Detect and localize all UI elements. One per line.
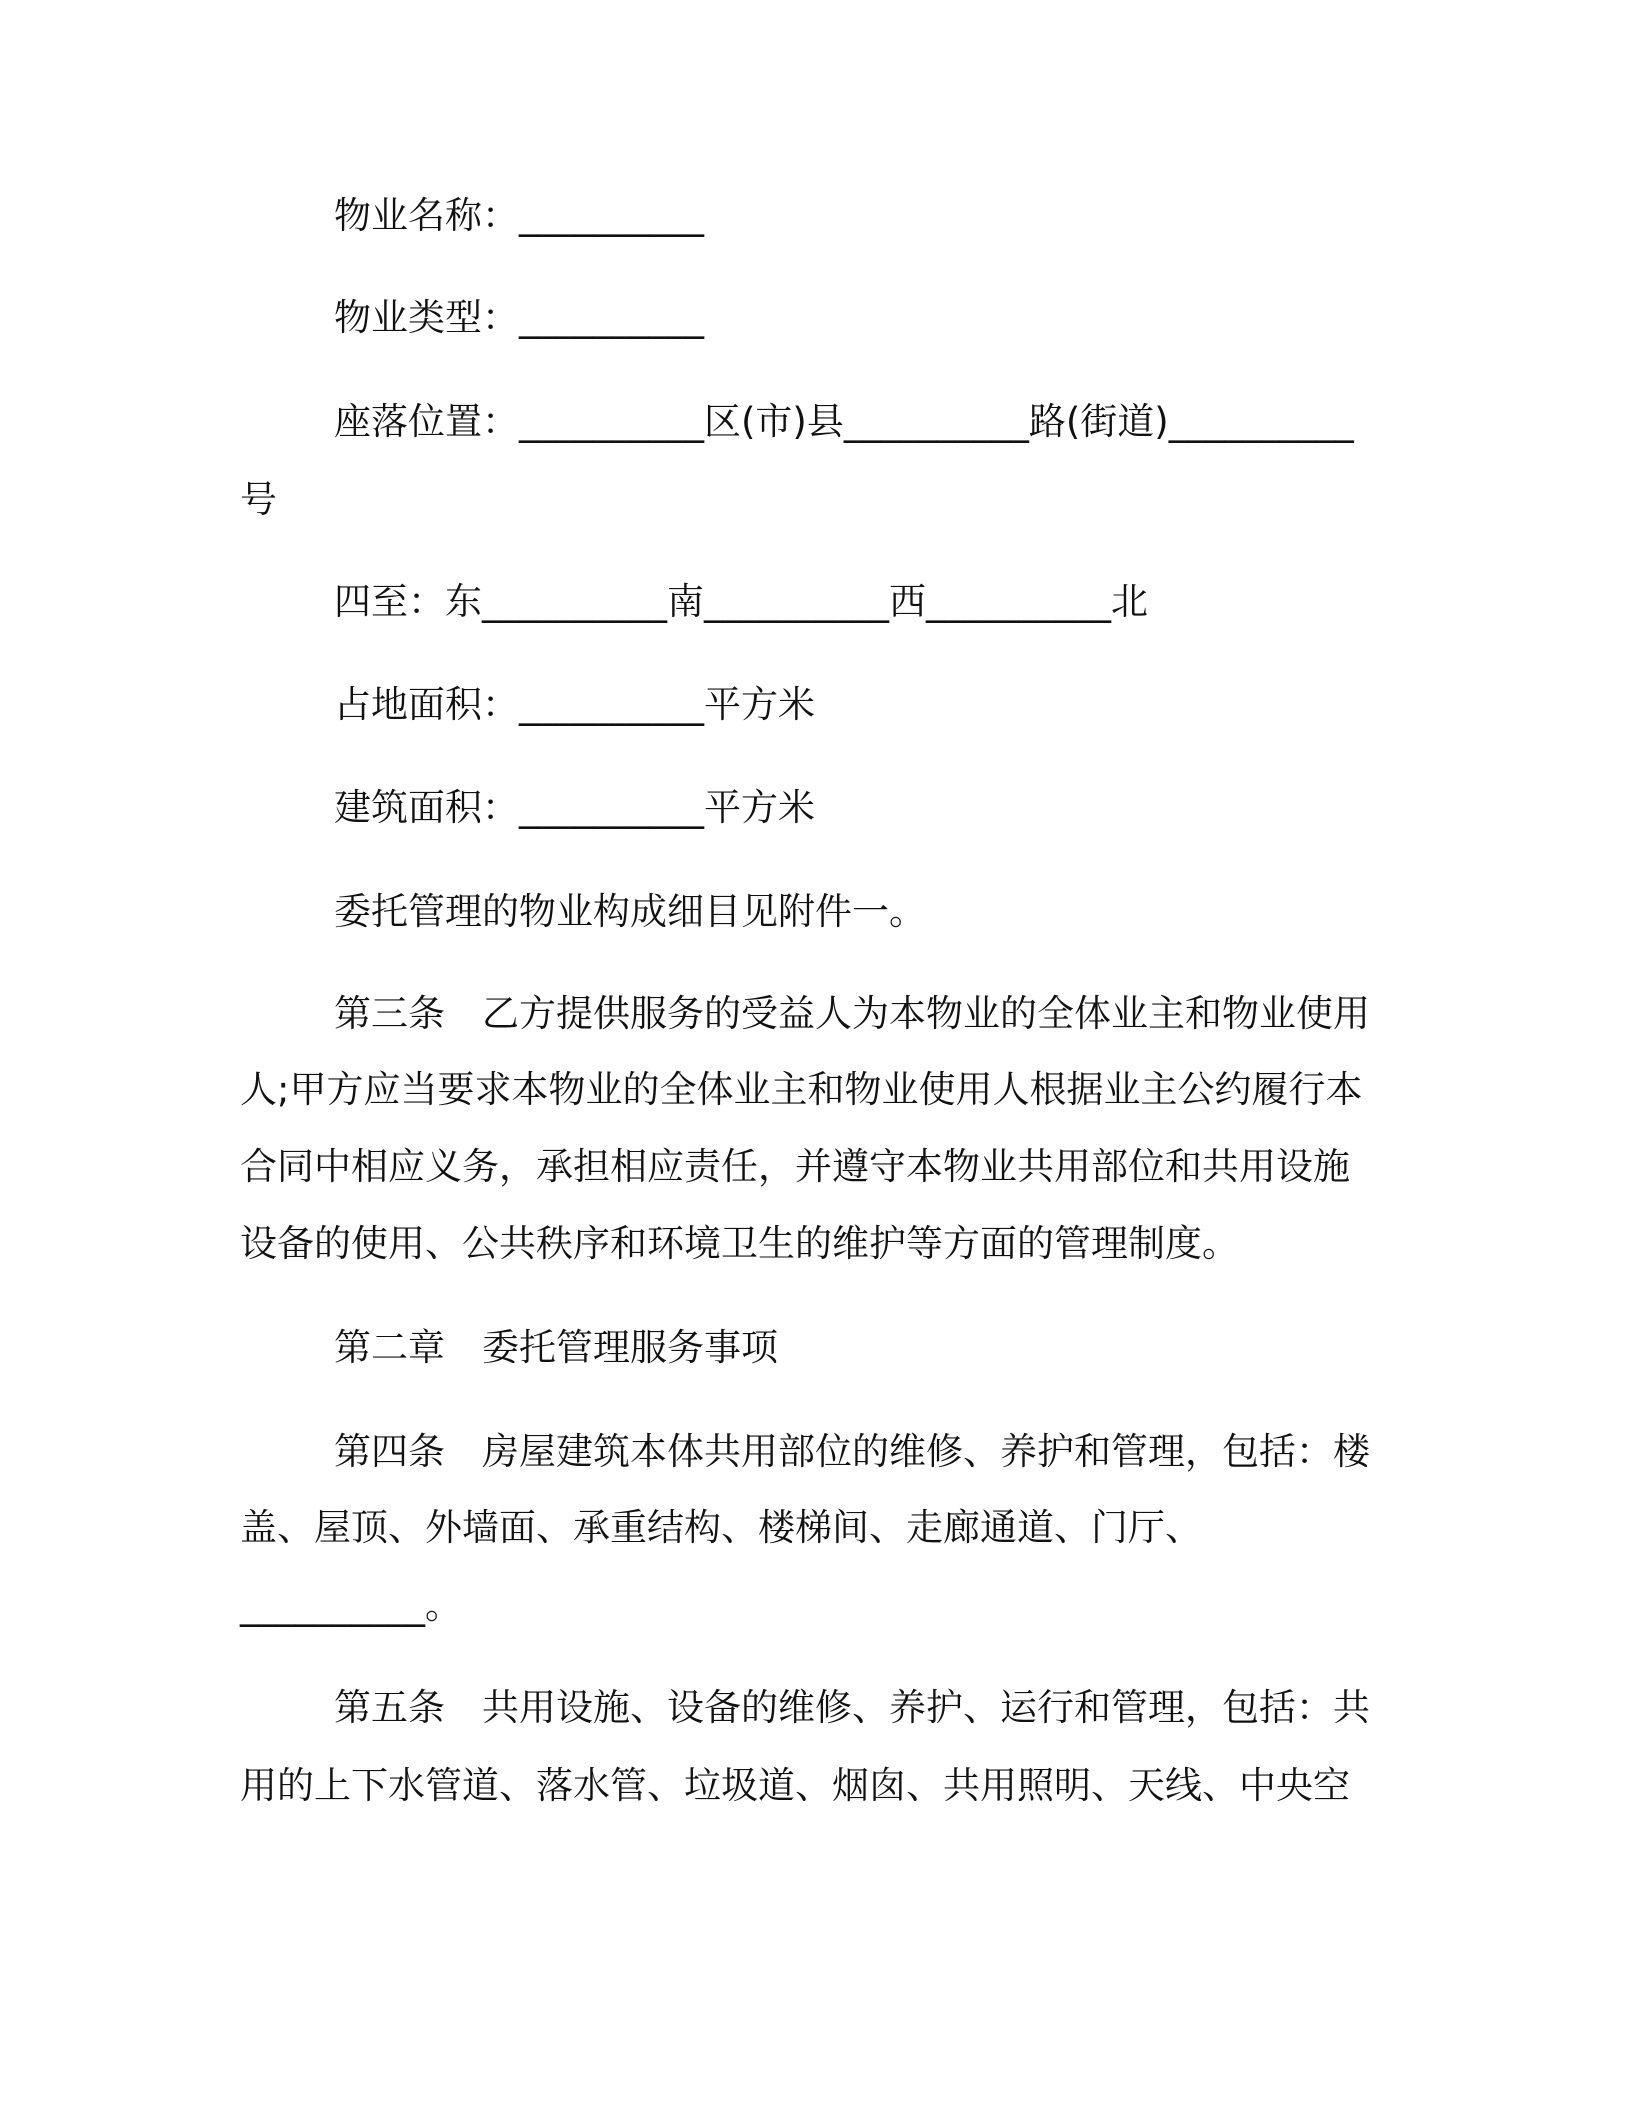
article-4-line-3: __________。 (240, 1584, 462, 1627)
property-type-line: 物业类型：__________ (334, 296, 704, 339)
article-4-line-1: 第四条 房屋建筑本体共用部位的维修、养护和管理，包括：楼 (334, 1430, 1370, 1473)
land-area-line: 占地面积：__________平方米 (334, 683, 815, 726)
property-name-line: 物业名称：__________ (334, 194, 704, 237)
article-4-line-2: 盖、屋顶、外墙面、承重结构、楼梯间、走廊通道、门厅、 (240, 1506, 1202, 1549)
article-3-line-2: 人;甲方应当要求本物业的全体业主和物业使用人根据业主公约履行本 (240, 1068, 1363, 1111)
article-3-line-3: 合同中相应义务，承担相应责任，并遵守本物业共用部位和共用设施 (240, 1145, 1350, 1188)
article-5-line-1: 第五条 共用设施、设备的维修、养护、运行和管理，包括：共 (334, 1686, 1370, 1729)
chapter-2-heading: 第二章 委托管理服务事项 (334, 1326, 778, 1369)
article-5-line-2: 用的上下水管道、落水管、垃圾道、烟囱、共用照明、天线、中央空 (240, 1764, 1350, 1807)
building-area-line: 建筑面积：__________平方米 (334, 786, 815, 829)
article-3-line-4: 设备的使用、公共秩序和环境卫生的维护等方面的管理制度。 (240, 1222, 1239, 1265)
article-3-line-1: 第三条 乙方提供服务的受益人为本物业的全体业主和物业使用 (334, 992, 1370, 1035)
property-details-line: 委托管理的物业构成细目见附件一。 (334, 890, 926, 933)
boundaries-line: 四至：东__________南__________西__________北 (334, 580, 1148, 623)
location-line: 座落位置：__________区(市)县__________路(街道)__________ (334, 400, 1354, 443)
location-line-cont: 号 (240, 478, 277, 521)
